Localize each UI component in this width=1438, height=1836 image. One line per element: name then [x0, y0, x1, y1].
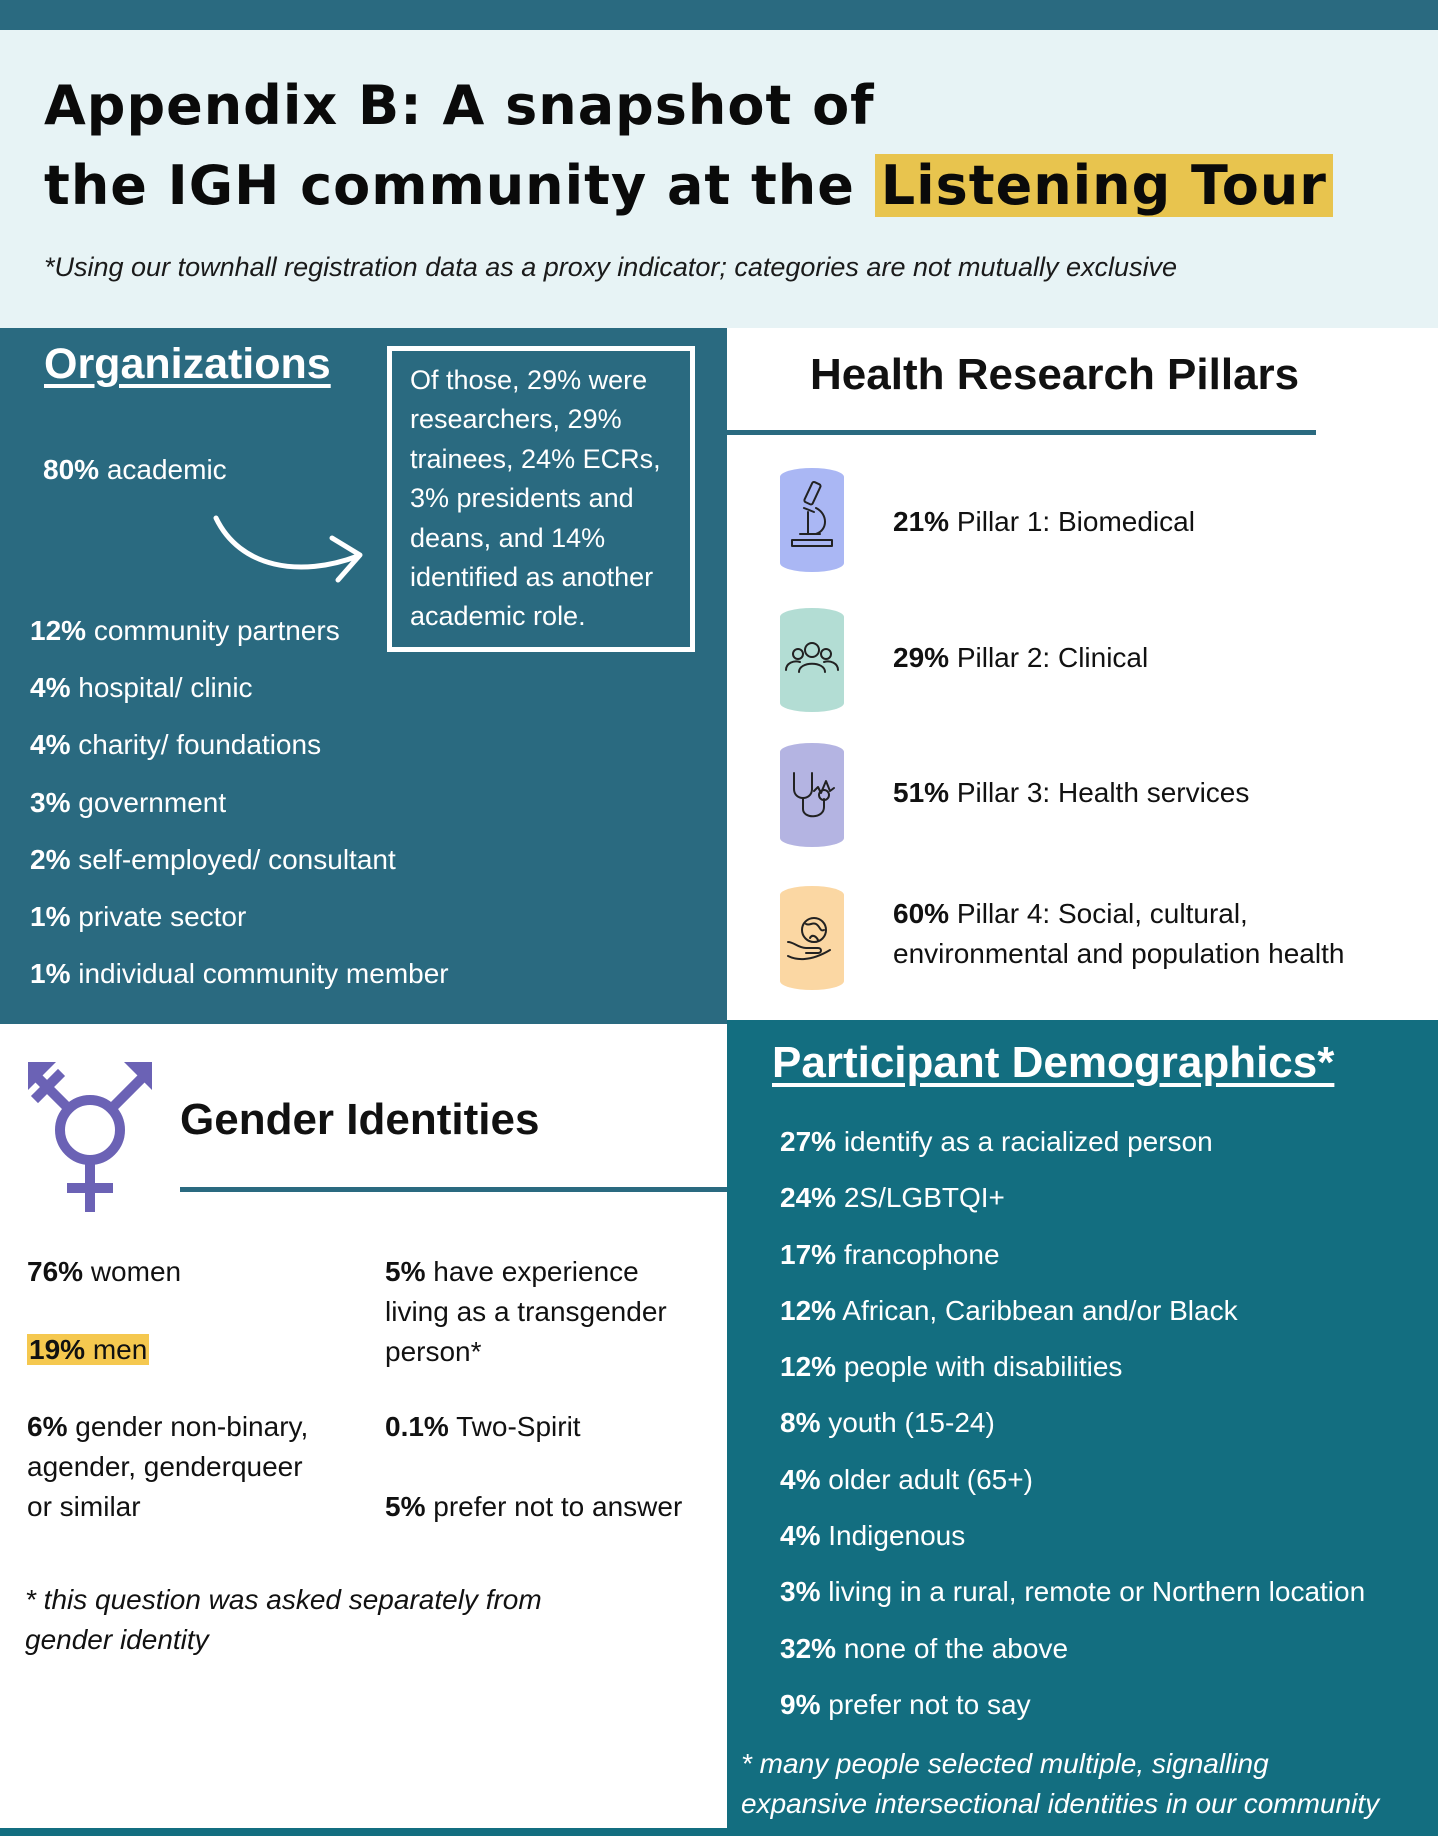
- pillar-pct: 51%: [893, 777, 950, 808]
- list-item: [30, 899, 449, 956]
- academic-stat: [43, 454, 227, 486]
- item-label: 2S/LGBTQI+: [843, 1182, 1005, 1214]
- pillar-pct: 21%: [893, 506, 950, 537]
- gender-label-line-3: person*: [385, 1336, 482, 1367]
- gender-men: [27, 1330, 149, 1370]
- gender-two-spirit: [385, 1407, 581, 1447]
- item-pct: 12%: [30, 615, 87, 646]
- transgender-symbol-icon: [26, 1060, 154, 1212]
- men-highlight: [27, 1334, 149, 1365]
- item-pct: 4%: [780, 1520, 821, 1552]
- item-pct: 4%: [30, 672, 71, 704]
- item-label: private sector: [78, 900, 247, 932]
- organizations-section: [0, 328, 727, 1024]
- gender-label: men: [92, 1334, 148, 1365]
- title-line-2: [44, 146, 1333, 226]
- gender-label: women: [90, 1256, 182, 1287]
- item-label: individual community member: [78, 958, 449, 990]
- list-item: [30, 956, 449, 1013]
- gender-divider: [180, 1187, 727, 1192]
- list-item: [780, 1572, 1365, 1628]
- gender-label: have experience: [433, 1256, 639, 1287]
- pillar-text: [893, 638, 1148, 678]
- page-title: [44, 66, 1333, 226]
- list-item: [780, 1122, 1365, 1178]
- item-pct: 8%: [780, 1407, 821, 1439]
- title-highlight: Listening Tour: [875, 154, 1333, 217]
- subtitle: *Using our townhall registration data as a proxy indicator; categories are not mutually exclusive: [44, 252, 1178, 282]
- item-label: prefer not to say: [828, 1688, 1031, 1720]
- item-label: none of the above: [843, 1632, 1069, 1664]
- item-pct: 32%: [780, 1632, 837, 1664]
- item-pct: 3%: [780, 1576, 821, 1608]
- gender-nonbinary: [27, 1407, 308, 1527]
- list-item: [30, 670, 449, 727]
- item-label: people with disabilities: [843, 1351, 1123, 1383]
- item-label: African, Caribbean and/or Black: [842, 1294, 1238, 1326]
- pillar-label: Pillar 2: Clinical: [956, 642, 1149, 673]
- pillar-label: Pillar 1: Biomedical: [956, 506, 1195, 537]
- item-label: community partners: [93, 615, 340, 646]
- gender-pct: 5%: [385, 1491, 426, 1522]
- item-pct: 1%: [30, 958, 71, 990]
- pillar-label: Pillar 3: Health services: [956, 777, 1250, 808]
- item-label: charity/ foundations: [78, 729, 322, 761]
- globe-hand-icon: [780, 886, 844, 990]
- item-pct: 1%: [30, 900, 71, 932]
- item-pct: 4%: [780, 1463, 821, 1495]
- gender-pct: 6%: [27, 1411, 68, 1442]
- top-bar: [0, 0, 1438, 30]
- gender-label: gender non-binary,: [75, 1411, 309, 1442]
- people-icon: [780, 608, 844, 712]
- list-item: [780, 1403, 1365, 1459]
- gender-pct: 0.1%: [385, 1411, 449, 1442]
- gender-pct: 19%: [29, 1334, 86, 1365]
- demographics-title: Participant Demographics*: [772, 1038, 1335, 1087]
- item-label: living in a rural, remote or Northern location: [828, 1576, 1366, 1608]
- footnote-line-2: gender identity: [25, 1624, 209, 1655]
- item-label: youth (15-24): [828, 1407, 995, 1439]
- item-pct: 24%: [780, 1182, 837, 1214]
- item-label: older adult (65+): [828, 1463, 1033, 1495]
- list-item: [780, 1460, 1365, 1516]
- list-item: [780, 1178, 1365, 1234]
- list-item: [780, 1516, 1365, 1572]
- list-item: [780, 1629, 1365, 1685]
- gender-label: Two-Spirit: [456, 1411, 581, 1442]
- demographics-footnote: [741, 1744, 1438, 1824]
- stethoscope-icon: [780, 743, 844, 847]
- curved-arrow-icon: [210, 508, 370, 588]
- microscope-icon: [780, 468, 844, 572]
- pillar-pct: 60%: [893, 898, 950, 929]
- pillar-pct: 29%: [893, 642, 950, 673]
- item-label: francophone: [843, 1238, 1000, 1270]
- item-label: government: [78, 786, 227, 818]
- organizations-title: Organizations: [44, 340, 331, 388]
- footnote-line-2: expansive intersectional identities in our community: [741, 1788, 1380, 1819]
- item-label: hospital/ clinic: [78, 672, 253, 704]
- title-line-1: Appendix B: A snapshot of: [44, 74, 875, 137]
- gender-footnote: [25, 1580, 665, 1660]
- item-pct: 27%: [780, 1126, 837, 1157]
- academic-label: academic: [106, 454, 227, 485]
- item-pct: 9%: [780, 1688, 821, 1720]
- gender-title: Gender Identities: [180, 1095, 540, 1144]
- gender-label-line-2: agender, genderqueer: [27, 1451, 303, 1482]
- list-item: [780, 1347, 1365, 1403]
- demographics-list: [780, 1122, 1365, 1741]
- gender-women: [27, 1252, 181, 1292]
- pillars-divider: [727, 430, 1316, 435]
- bottom-bar: [0, 1828, 1438, 1836]
- list-item: [30, 842, 449, 899]
- demographics-section: [727, 1020, 1438, 1828]
- item-label: Indigenous: [828, 1520, 966, 1552]
- list-item: [30, 727, 449, 784]
- item-label: self-employed/ consultant: [78, 843, 396, 875]
- gender-prefer-not: [385, 1487, 682, 1527]
- gender-label: prefer not to answer: [433, 1491, 683, 1522]
- list-item: [780, 1291, 1365, 1347]
- pillar-label: Pillar 4: Social, cultural,: [956, 898, 1248, 929]
- item-label: identify as a racialized person: [843, 1126, 1213, 1157]
- list-item: [780, 1235, 1365, 1291]
- item-pct: 12%: [780, 1294, 837, 1326]
- pillars-title: Health Research Pillars: [810, 350, 1300, 399]
- title-line-2-prefix: the IGH community at the: [44, 154, 855, 217]
- pillar-label-line-2: environmental and population health: [893, 938, 1345, 969]
- gender-pct: 76%: [27, 1256, 84, 1287]
- list-item: [30, 613, 449, 670]
- item-pct: 2%: [30, 843, 71, 875]
- gender-pct: 5%: [385, 1256, 426, 1287]
- item-pct: 12%: [780, 1351, 837, 1383]
- academic-pct: 80%: [43, 454, 100, 485]
- academic-breakdown-box: Of those, 29% were researchers, 29% trainees, 24% ECRs, 3% presidents and deans, and 14% identified as another academic role.: [387, 346, 695, 652]
- item-pct: 4%: [30, 729, 71, 761]
- item-pct: 3%: [30, 786, 71, 818]
- pillar-text: [893, 502, 1195, 542]
- item-pct: 17%: [780, 1238, 837, 1270]
- list-item: [30, 785, 449, 842]
- organizations-list: [30, 613, 449, 1013]
- gender-label-line-2: living as a transgender: [385, 1296, 667, 1327]
- pillar-text: [893, 894, 1344, 974]
- pillar-text: [893, 773, 1249, 813]
- footnote-line-1: * this question was asked separately from: [25, 1584, 542, 1615]
- gender-transgender: [385, 1252, 667, 1372]
- list-item: [780, 1685, 1365, 1741]
- footnote-line-1: * many people selected multiple, signalling: [741, 1748, 1269, 1779]
- gender-label-line-3: or similar: [27, 1491, 141, 1522]
